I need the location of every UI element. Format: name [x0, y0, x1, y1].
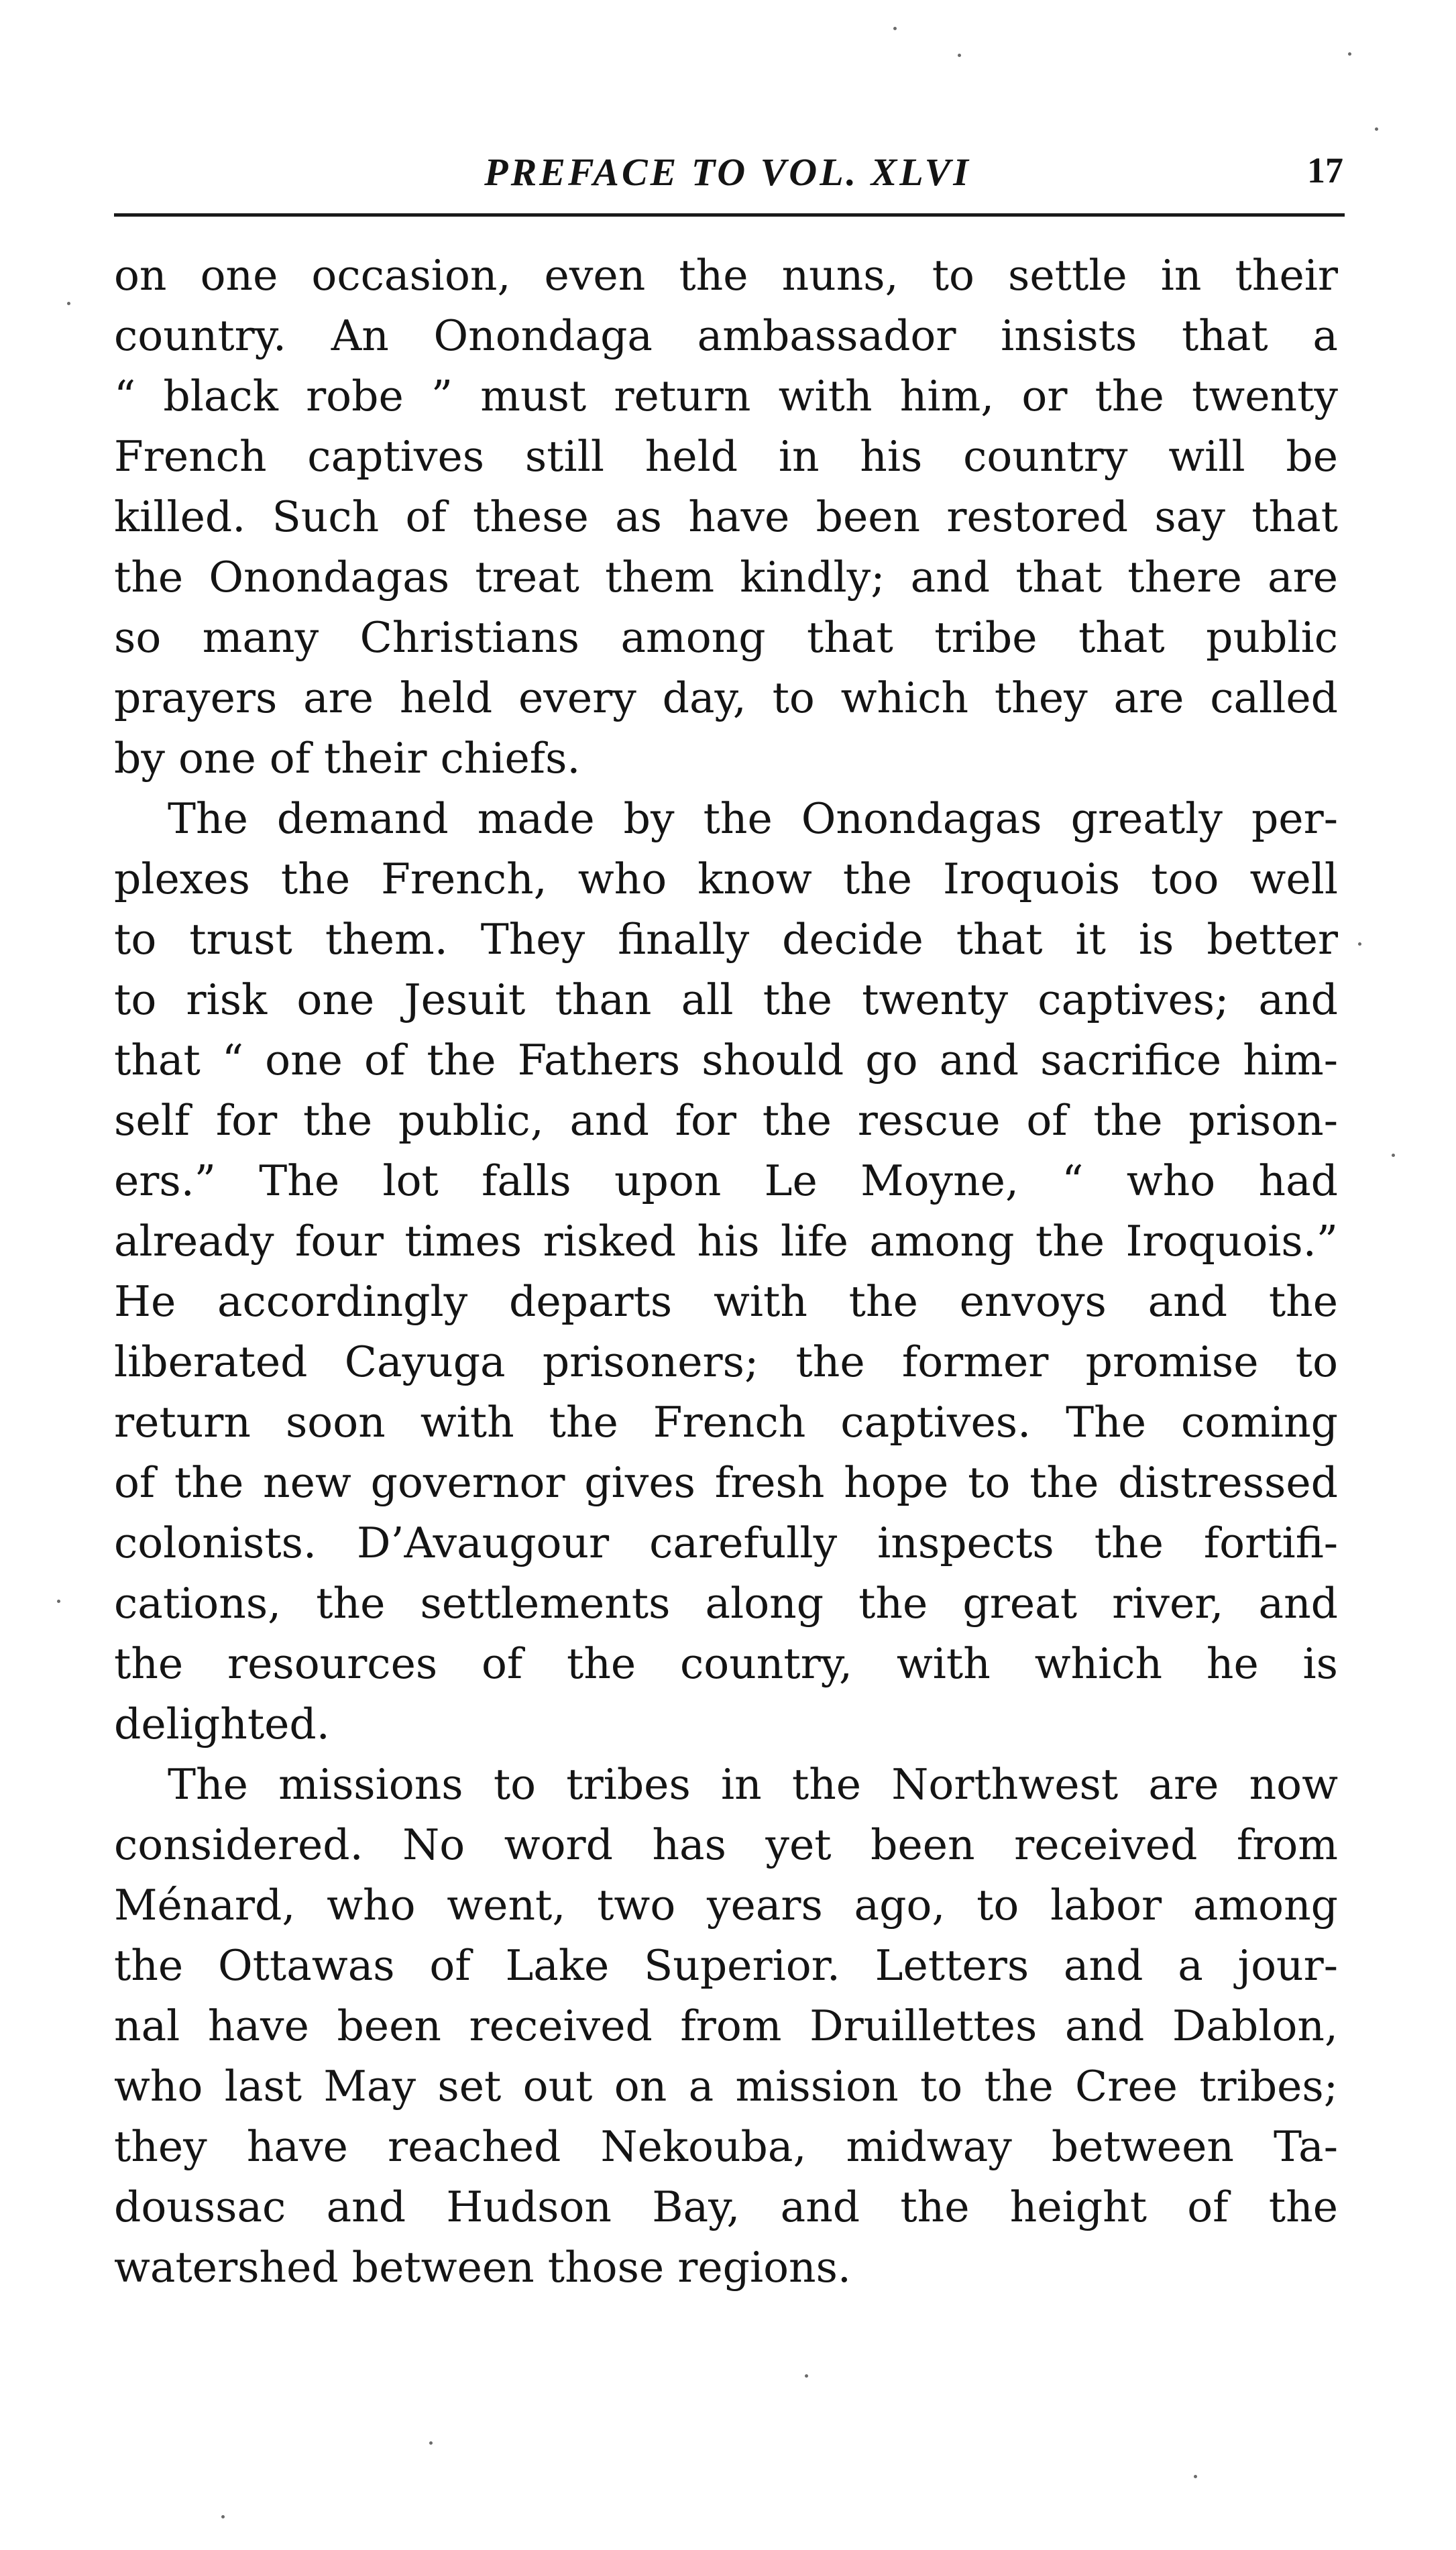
paragraph-3	[114, 1755, 1338, 2298]
page-number: 17	[1307, 150, 1343, 190]
text-line: Ménard, who went, two years ago, to labor among	[114, 1881, 1338, 1930]
scan-speck	[1358, 942, 1361, 946]
text-line: the Onondagas treat them kindly; and that there are	[114, 553, 1338, 602]
text-line: plexes the French, who know the Iroquois too well	[114, 854, 1338, 903]
text-line: considered. No word has yet been received from	[114, 1820, 1338, 1869]
text-line: “ black robe ” must return with him, or the twenty	[114, 372, 1338, 421]
text-line: by one of their chiefs.	[114, 734, 581, 783]
text-line: self for the public, and for the rescue of the prison-	[114, 1096, 1338, 1145]
paragraph-2	[114, 789, 1338, 1755]
text-line: the resources of the country, with which he is	[114, 1639, 1338, 1688]
text-line: cations, the settlements along the great river, and	[114, 1579, 1338, 1628]
text-line: killed. Such of these as have been restored say that	[114, 492, 1338, 541]
text-line: return soon with the French captives. The coming	[114, 1398, 1338, 1447]
running-title: PREFACE TO VOL. XLVI	[484, 150, 971, 194]
text-line: ers.” The lot falls upon Le Moyne, “ who had	[114, 1156, 1338, 1205]
text-line: that “ one of the Fathers should go and sacrifice him-	[114, 1036, 1338, 1085]
paragraph-1	[114, 245, 1338, 789]
text-line: country. An Onondaga ambassador insists that a	[114, 311, 1338, 360]
scan-speck	[1194, 2475, 1197, 2478]
scan-speck	[1375, 127, 1378, 131]
scan-speck	[893, 27, 897, 30]
text-line: The missions to tribes in the Northwest are now	[168, 1760, 1338, 1809]
text-line: on one occasion, even the nuns, to settle in their	[114, 251, 1338, 300]
scan-speck	[1348, 52, 1351, 56]
text-line: of the new governor gives fresh hope to the distressed	[114, 1458, 1338, 1507]
text-line: doussac and Hudson Bay, and the height of the	[114, 2182, 1338, 2231]
text-line: He accordingly departs with the envoys and the	[114, 1277, 1338, 1326]
body-text	[114, 245, 1338, 2298]
scan-speck	[57, 1600, 60, 1603]
text-line: they have reached Nekouba, midway between Ta-	[114, 2122, 1338, 2171]
text-line: to trust them. They finally decide that it is better	[114, 915, 1338, 964]
scan-speck	[429, 2441, 433, 2445]
scan-speck	[1392, 1154, 1395, 1157]
scan-speck	[958, 54, 961, 57]
header-rule	[114, 213, 1345, 217]
text-line: delighted.	[114, 1700, 330, 1749]
text-line: who last May set out on a mission to the Cree tribes;	[114, 2062, 1338, 2111]
text-line: French captives still held in his country will be	[114, 432, 1338, 481]
text-line: watershed between those regions.	[114, 2243, 851, 2292]
text-line: already four times risked his life among the Iroquois.”	[114, 1217, 1338, 1266]
text-line: nal have been received from Druillettes and Dablon,	[114, 2001, 1338, 2050]
text-line: so many Christians among that tribe that public	[114, 613, 1338, 662]
text-line: liberated Cayuga prisoners; the former promise to	[114, 1337, 1338, 1386]
text-line: prayers are held every day, to which they are called	[114, 673, 1338, 722]
page-header	[111, 137, 1345, 211]
text-line: to risk one Jesuit than all the twenty captives; and	[114, 975, 1338, 1024]
text-line: The demand made by the Onondagas greatly per-	[168, 794, 1338, 843]
scan-speck	[805, 2374, 808, 2378]
scan-speck	[67, 302, 70, 305]
text-line: colonists. D’Avaugour carefully inspects the fortifi-	[114, 1518, 1338, 1567]
scan-speck	[221, 2515, 225, 2518]
text-line: the Ottawas of Lake Superior. Letters and a jour-	[114, 1941, 1338, 1990]
